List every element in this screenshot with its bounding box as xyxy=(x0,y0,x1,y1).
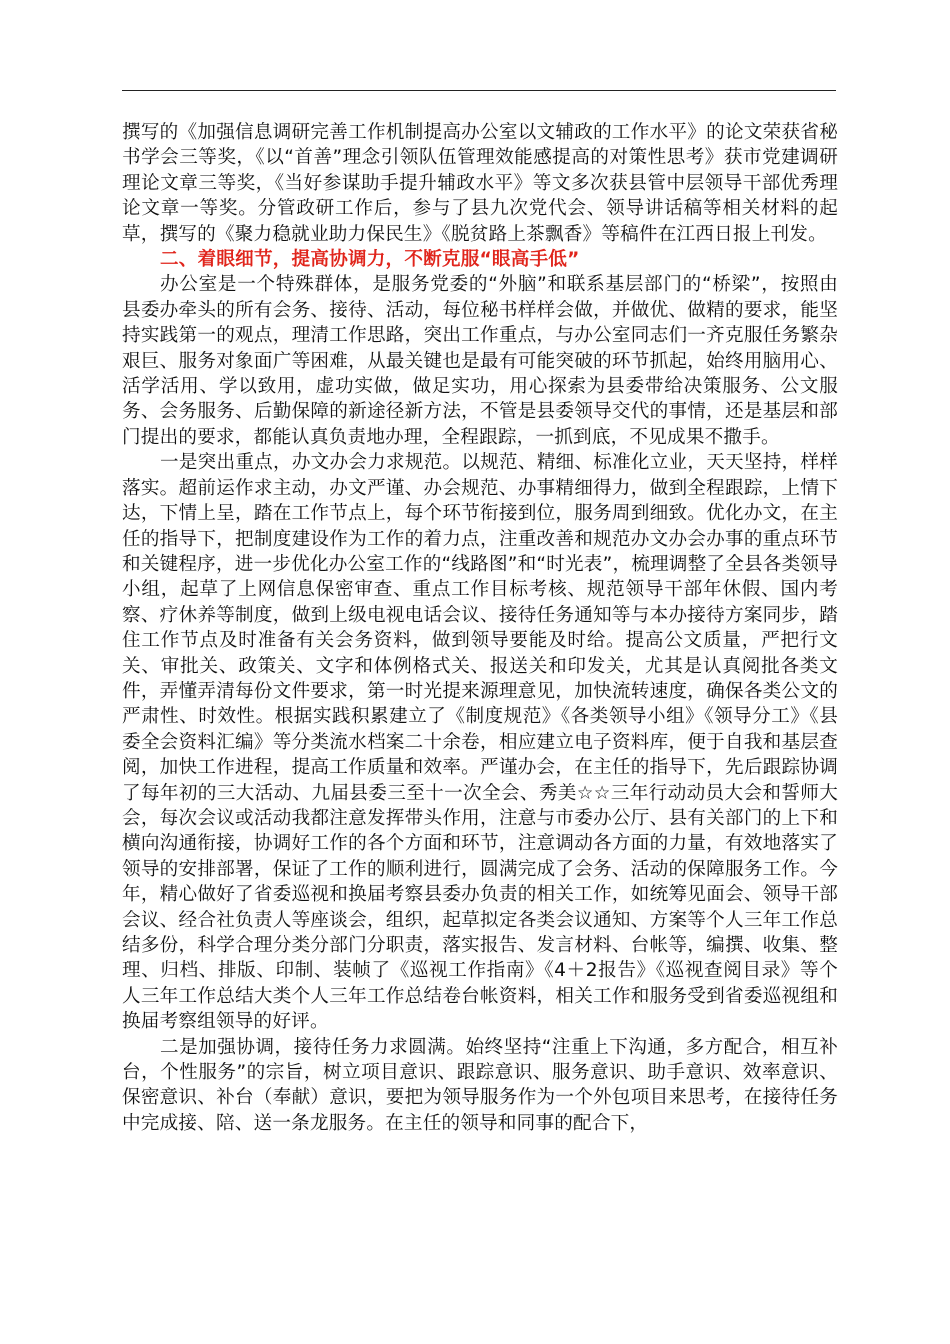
document-body xyxy=(122,120,838,1136)
paragraph-point-one: 一是突出重点，办文办会力求规范。以规范、精细、标准化立业，天天坚持，样样落实。超前运作求主动，办文严谨、办会规范、办事精细得力，做到全程跟踪，上情下达，下情上呈，踏在工作节点上，每个环节衔接到位，服务周到细致。优化办文，在主任的指导下，把制度建设作为工作的着力点，注重改善和规范办文办会办事的重点环节和关键程序，进一步优化办公室工作的“线路图”和“时光表”，梳理调整了全县各类领导小组，起草了上网信息保密审查、重点工作目标考核、规范领导干部年休假、国内考察、疗休养等制度，做到上级电视电话会议、接待任务通知等与本办接待方案同步，踏住工作节点及时准备有关会务资料，做到领导要能及时给。提高公文质量，严把行文关、审批关、政策关、文字和体例格式关、报送关和印发关，尤其是认真阅批各类文件，弄懂弄清每份文件要求，第一时光提来源理意见，加快流转速度，确保各类公文的严肃性、时效性。根据实践积累建立了《制度规范》《各类领导小组》《领导分工》《县委全会资料汇编》等分类流水档案二十余卷，相应建立电子资料库，便于自我和基层查阅，加快工作进程，提高工作质量和效率。严谨办会，在主任的指导下，先后跟踪协调了每年初的三大活动、九届县委三至十一次全会、秀美☆☆三年行动动员大会和誓师大会，每次会议或活动我都注意发挥带头作用，注意与市委办公厅、县有关部门的上下和横向沟通衔接，协调好工作的各个方面和环节，注意调动各方面的力量，有效地落实了领导的安排部署，保证了工作的顺利进行，圆满完成了会务、活动的保障服务工作。今年，精心做好了省委巡视和换届考察县委办负责的相关工作，如统筹见面会、领导干部会议、经合社负责人等座谈会，组织，起草拟定各类会议通知、方案等个人三年工作总结多份，科学合理分类分部门分职责，落实报告、发言材料、台帐等，编撰、收集、整理、归档、排版、印制、装帧了《巡视工作指南》《4＋2报告》《巡视查阅目录》等个人三年工作总结大类个人三年工作总结卷台帐资料，相关工作和服务受到省委巡视组和换届考察组领导的好评。 xyxy=(122,452,838,1033)
section-heading: 二、着眼细节，提高协调力，不断克服“眼高手低” xyxy=(160,249,580,271)
paragraph-office-role: 办公室是一个特殊群体，是服务党委的“外脑”和联系基层部门的“桥梁”，按照由县委办牵头的所有会务、接待、活动，每位秘书样样会做，并做优、做精的要求，能坚持实践第一的观点，理清工作思路，突出工作重点，与办公室同志们一齐克服任务繁杂艰巨、服务对象面广等困难，从最关键也是最有可能突破的环节抓起，始终用脑用心、活学活用、学以致用，虚功实做，做足实功，用心探索为县委带给决策服务、公文服务、会务服务、后勤保障的新途径新方法，不管是县委领导交代的事情，还是基层和部门提出的要求，都能认真负责地办理，全程跟踪，一抓到底，不见成果不撒手。 xyxy=(122,274,838,448)
header-rule xyxy=(122,90,836,91)
paragraph-continuation: 撰写的《加强信息调研完善工作机制提高办公室以文辅政的工作水平》的论文荣获省秘书学会三等奖，《以“首善”理念引领队伍管理效能感提高的对策性思考》获市党建调研理论文章三等奖，《当好参谋助手提升辅政水平》等文多次获县管中层领导干部优秀理论文章一等奖。分管政研工作后，参与了县九次党代会、领导讲话稿等相关材料的起草，撰写的《聚力稳就业助力保民生》《脱贫路上茶飘香》等稿件在江西日报上刊发。 xyxy=(122,122,838,245)
paragraph-point-two: 二是加强协调，接待任务力求圆满。始终坚持“注重上下沟通，多方配合，相互补台，个性服务”的宗旨，树立项目意识、跟踪意识、服务意识、助手意识、效率意识、保密意识、补台（奉献）意识，要把为领导服务作为一个外包项目来思考，在接待任务中完成接、陪、送一条龙服务。在主任的领导和同事的配合下， xyxy=(122,1036,838,1134)
